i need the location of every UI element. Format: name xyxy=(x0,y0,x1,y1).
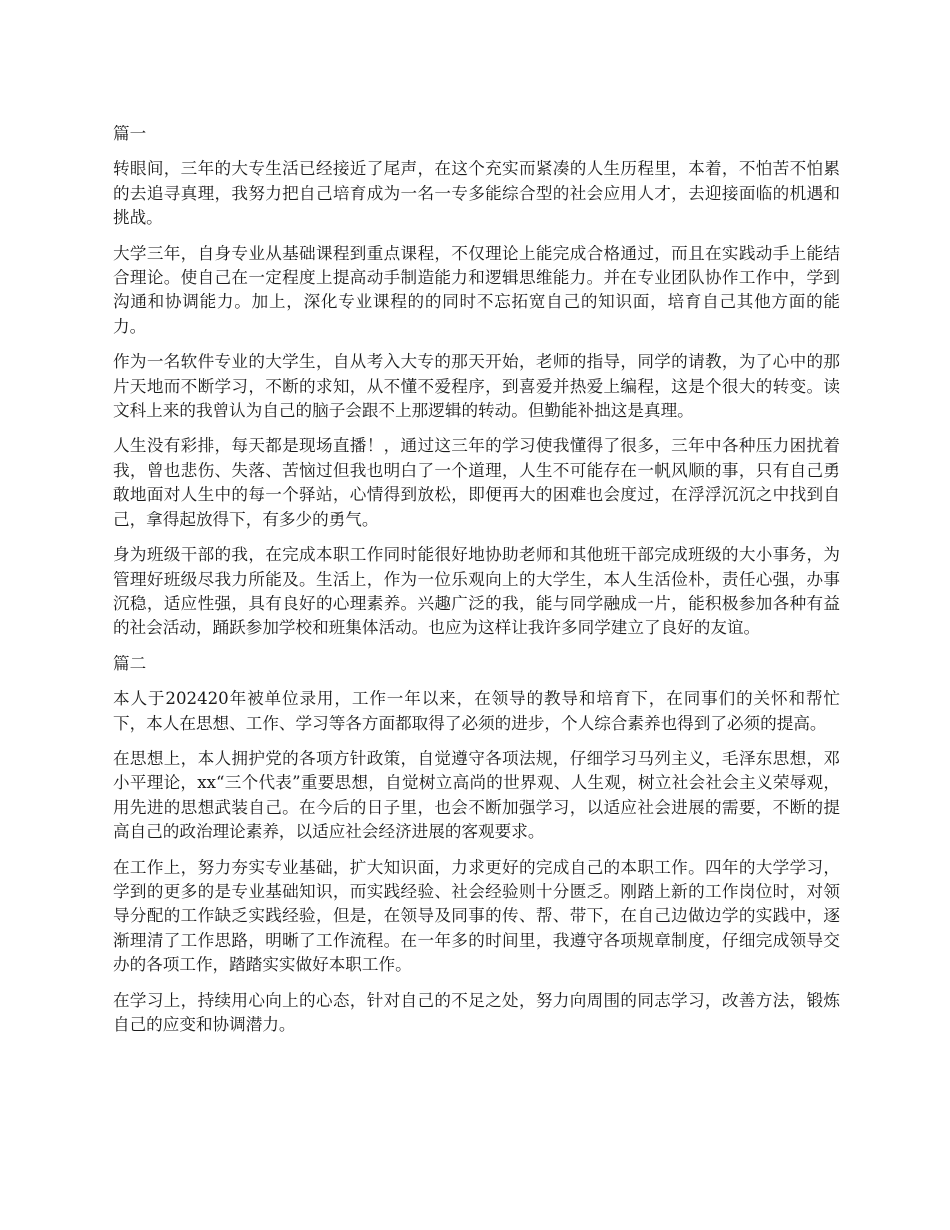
paragraph: 作为一名软件专业的大学生，自从考入大专的那天开始，老师的指导，同学的请教，为了心中的那片天地而不断学习，不断的求知，从不懂不爱程序，到喜爱并热爱上编程，这是个很大的转变。读文科上来的我曾认为自己的脑子会跟不上那逻辑的转动。但勤能补拙这是真理。 xyxy=(113,352,840,421)
paragraph: 在学习上，持续用心向上的心态，针对自己的不足之处，努力向周围的同志学习，改善方法，锻炼自己的应变和协调潜力。 xyxy=(113,990,840,1034)
paragraph: 在思想上，本人拥护党的各项方针政策，自觉遵守各项法规，仔细学习马列主义，毛泽东思想，邓小平理论，xx“三个代表”重要思想，自觉树立高尚的世界观、人生观，树立社会社会主义荣辱观，用先进的思想武装自己。在今后的日子里，也会不断加强学习，以适应社会进展的需要，不断的提高自己的政治理论素养，以适应社会经济进展的客观要求。 xyxy=(113,748,840,842)
document-page xyxy=(113,122,840,1048)
paragraph: 在工作上，努力夯实专业基础，扩大知识面，力求更好的完成自己的本职工作。四年的大学学习，学到的更多的是专业基础知识，而实践经验、社会经验则十分匮乏。刚踏上新的工作岗位时，对领导分配的工作缺乏实践经验，但是，在领导及同事的传、帮、带下，在自己边做边学的实践中，逐渐理清了工作思路，明晰了工作流程。在一年多的时间里，我遵守各项规章制度，仔细完成领导交办的各项工作，踏踏实实做好本职工作。 xyxy=(113,857,840,975)
paragraph: 大学三年，自身专业从基础课程到重点课程，不仅理论上能完成合格通过，而且在实践动手上能结合理论。使自己在一定程度上提高动手制造能力和逻辑思维能力。并在专业团队协作工作中，学到沟通和协调能力。加上，深化专业课程的的同时不忘拓宽自己的知识面，培育自己其他方面的能力。 xyxy=(113,243,840,336)
paragraph: 本人于202420年被单位录用，工作一年以来，在领导的教导和培育下，在同事们的关怀和帮忙下，本人在思想、工作、学习等各方面都取得了必须的进步，个人综合素养也得到了必须的提高。 xyxy=(113,689,840,733)
paragraph: 人生没有彩排，每天都是现场直播！，通过这三年的学习使我懂得了很多，三年中各种压力困扰着我，曾也悲伤、失落、苦恼过但我也明白了一个道理，人生不可能存在一帆风顺的事，只有自己勇敢地面对人生中的每一个驿站，心情得到放松，即便再大的困难也会度过，在浮浮沉沉之中找到自己，拿得起放得下，有多少的勇气。 xyxy=(113,436,840,529)
section-heading: 篇二 xyxy=(113,653,147,673)
paragraph: 转眼间，三年的大专生活已经接近了尾声，在这个充实而紧凑的人生历程里，本着，不怕苦不怕累的去追寻真理，我努力把自己培育成为一名一专多能综合型的社会应用人才，去迎接面临的机遇和挑战。 xyxy=(113,159,840,228)
paragraph: 身为班级干部的我，在完成本职工作同时能很好地协助老师和其他班干部完成班级的大小事务，为管理好班级尽我力所能及。生活上，作为一位乐观向上的大学生，本人生活俭朴，责任心强，办事沉稳，适应性强，具有良好的心理素养。兴趣广泛的我，能与同学融成一片，能积极参加各种有益的社会活动，踊跃参加学校和班集体活动。也应为这样让我许多同学建立了良好的友谊。 xyxy=(113,545,840,638)
section-heading: 篇一 xyxy=(113,124,147,143)
